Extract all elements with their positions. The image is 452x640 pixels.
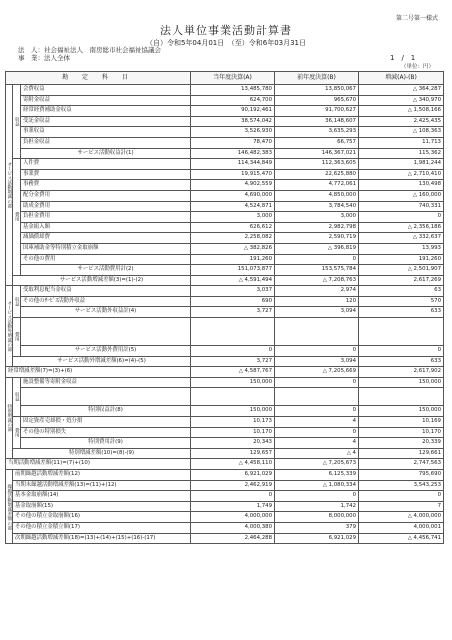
previous-value: 4: [275, 417, 359, 428]
diff-value: 0: [359, 491, 444, 502]
form-number: 第二号第一様式: [395, 15, 438, 22]
row-label: 当期活動増減差額(11)=(7)+(10): [6, 459, 191, 470]
diff-value: 129,661: [359, 448, 444, 459]
row-label: その他の積立金取崩額(16): [13, 512, 191, 523]
row-label: [21, 388, 191, 406]
diff-value: 150,000: [359, 377, 444, 388]
diff-value: [359, 318, 444, 346]
row-label: サービス活動外増減差額(6)=(4)-(5): [13, 356, 191, 367]
current-value: 4,000,380: [191, 522, 275, 533]
diff-value: 13,993: [359, 243, 444, 254]
current-value: 4,000,000: [191, 512, 275, 523]
previous-value: 2,590,719: [275, 233, 359, 244]
row-label: 配分金費用: [21, 190, 191, 201]
current-value: 3,000: [191, 212, 275, 223]
row-label: 寄附金収益: [21, 95, 191, 106]
current-value: 191,260: [191, 254, 275, 265]
current-value: 90,192,461: [191, 106, 275, 117]
table-row: [6, 522, 444, 533]
table-row: [6, 470, 444, 481]
diff-value: △ 4,000,000: [359, 512, 444, 523]
previous-value: 13,850,067: [275, 85, 359, 96]
table-row: [6, 318, 444, 346]
row-label: 負担金収益: [21, 137, 191, 148]
current-value: △ 382,826: [191, 243, 275, 254]
diff-value: 20,339: [359, 438, 444, 449]
diff-value: △ 4,456,741: [359, 533, 444, 544]
current-value: 3,526,930: [191, 127, 275, 138]
table-row: [6, 212, 444, 223]
previous-value: △ 7,205,673: [275, 459, 359, 470]
current-value: 151,073,877: [191, 265, 275, 276]
row-label: その他の費用: [21, 254, 191, 265]
total-row: [6, 275, 444, 286]
diff-value: 3,543,253: [359, 480, 444, 491]
header-subject: 勘 定 科 目: [6, 72, 191, 85]
previous-value: [275, 388, 359, 406]
previous-value: 3,094: [275, 307, 359, 318]
current-value: 3,727: [191, 307, 275, 318]
previous-value: [275, 318, 359, 346]
page-title: 法人単位事業活動計算書: [160, 24, 292, 37]
page-number: 1 / 1: [390, 54, 416, 62]
current-value: 78,470: [191, 137, 275, 148]
diff-value: 0: [359, 212, 444, 223]
diff-value: 11,713: [359, 137, 444, 148]
row-label: 国庫補助金等特別積立金取崩額: [21, 243, 191, 254]
previous-value: 3,000: [275, 212, 359, 223]
table-row: [6, 106, 444, 117]
table-row: [6, 427, 444, 438]
corporation-name: 法 人：社会福祉法人 南房総市社会福祉協議会: [18, 46, 161, 54]
table-row: [6, 137, 444, 148]
diff-value: 2,425,435: [359, 116, 444, 127]
current-value: [191, 318, 275, 346]
previous-value: 0: [275, 427, 359, 438]
diff-value: 633: [359, 356, 444, 367]
row-label: 特別費用計(9): [21, 438, 191, 449]
diff-value: △ 2,356,186: [359, 222, 444, 233]
header-previous: 前年度決算(B): [275, 72, 359, 85]
current-value: 4,524,871: [191, 201, 275, 212]
section-label: サービス活動増減の部: [6, 85, 13, 286]
previous-value: △ 396,819: [275, 243, 359, 254]
current-value: △ 4,458,110: [191, 459, 275, 470]
subsection-label: 費用: [13, 318, 21, 357]
diff-value: △ 340,970: [359, 95, 444, 106]
previous-value: 6,921,029: [275, 533, 359, 544]
row-label: サービス活動増減差額(3)=(1)-(2): [13, 275, 191, 286]
row-label: 減価償却費: [21, 233, 191, 244]
current-value: 626,612: [191, 222, 275, 233]
row-label: 施設整備等寄附金収益: [21, 377, 191, 388]
current-value: 10,173: [191, 417, 275, 428]
table-row: [6, 417, 444, 428]
subsection-label: 収益: [13, 377, 21, 416]
current-value: 690: [191, 296, 275, 307]
current-value: 3,037: [191, 286, 275, 297]
row-label: 基金取崩額(15): [13, 501, 191, 512]
previous-value: 3,784,540: [275, 201, 359, 212]
subtotal-row: [6, 346, 444, 357]
current-value: 3,727: [191, 356, 275, 367]
diff-value: △ 364,287: [359, 85, 444, 96]
current-value: 150,000: [191, 377, 275, 388]
header-current: 当年度決算(A): [191, 72, 275, 85]
subtotal-row: [6, 148, 444, 159]
previous-value: 0: [275, 406, 359, 417]
previous-value: 66,757: [275, 137, 359, 148]
section-label: 繰越活動増減差額の部: [6, 470, 13, 544]
current-value: 6,921,029: [191, 470, 275, 481]
previous-value: 965,670: [275, 95, 359, 106]
previous-value: 2,982,798: [275, 222, 359, 233]
previous-value: 36,148,607: [275, 116, 359, 127]
diff-value: 0: [359, 346, 444, 357]
total-row: [6, 367, 444, 378]
diff-value: 1,981,244: [359, 159, 444, 170]
diff-value: 10,169: [359, 417, 444, 428]
previous-value: 4: [275, 438, 359, 449]
diff-value: 633: [359, 307, 444, 318]
section-label: サービス活動外増減の部: [6, 286, 13, 367]
business-name: 事 業：法人全体: [18, 54, 70, 62]
row-label: サービス活動外費用計(5): [21, 346, 191, 357]
table-row: [6, 116, 444, 127]
table-row: [6, 180, 444, 191]
table-row: [6, 512, 444, 523]
table-row: [6, 388, 444, 406]
current-value: 114,344,849: [191, 159, 275, 170]
subtotal-row: [6, 265, 444, 276]
previous-value: △ 1,080,334: [275, 480, 359, 491]
previous-value: 1,742: [275, 501, 359, 512]
row-label: 特別収益計(8): [21, 406, 191, 417]
row-label: 経常増減差額(7)=(3)+(6): [6, 367, 191, 378]
table-row: [6, 169, 444, 180]
table-row: [6, 296, 444, 307]
diff-value: 150,000: [359, 406, 444, 417]
current-value: 150,000: [191, 406, 275, 417]
row-label: 基本金取崩額(14): [13, 491, 191, 502]
current-value: 20,343: [191, 438, 275, 449]
subsection-label: 費用: [13, 159, 21, 276]
diff-value: △ 108,363: [359, 127, 444, 138]
diff-value: 570: [359, 296, 444, 307]
table-row: [6, 222, 444, 233]
subsection-label: 収益: [13, 85, 21, 159]
current-value: 10,170: [191, 427, 275, 438]
current-value: 2,464,288: [191, 533, 275, 544]
diff-value: 10,170: [359, 427, 444, 438]
previous-value: 3,635,293: [275, 127, 359, 138]
row-label: 人件費: [21, 159, 191, 170]
total-row: [6, 459, 444, 470]
total-row: [6, 533, 444, 544]
previous-value: 120: [275, 296, 359, 307]
previous-value: △ 4: [275, 448, 359, 459]
previous-value: 153,575,784: [275, 265, 359, 276]
table-row: [6, 233, 444, 244]
table-row: [6, 501, 444, 512]
diff-value: △ 332,637: [359, 233, 444, 244]
period: （自）令和5年04月01日 （至）令和6年03月31日: [145, 39, 307, 47]
previous-value: 146,367,021: [275, 148, 359, 159]
current-value: 19,915,470: [191, 169, 275, 180]
diff-value: △ 160,000: [359, 190, 444, 201]
row-label: 経常経費補助金収益: [21, 106, 191, 117]
diff-value: 191,260: [359, 254, 444, 265]
diff-value: △ 2,501,907: [359, 265, 444, 276]
previous-value: 3,094: [275, 356, 359, 367]
row-label: 事業費: [21, 169, 191, 180]
diff-value: 130,498: [359, 180, 444, 191]
previous-value: △ 7,205,669: [275, 367, 359, 378]
current-value: 624,700: [191, 95, 275, 106]
previous-value: 379: [275, 522, 359, 533]
table-header-row: [6, 72, 444, 85]
table-row: [6, 95, 444, 106]
table-row: [6, 243, 444, 254]
row-label: 次期繰越活動増減差額(18)=(13)+(14)+(15)+(16)-(17): [13, 533, 191, 544]
table-row: [6, 201, 444, 212]
unit-label: （単位：円）: [400, 64, 434, 70]
table-row: [6, 127, 444, 138]
diff-value: 795,690: [359, 470, 444, 481]
table-row: [6, 85, 444, 96]
row-label: その他の特別損失: [21, 427, 191, 438]
section-label: 特別増減の部: [6, 377, 13, 459]
previous-value: 2,974: [275, 286, 359, 297]
row-label: 固定資産売却損・処分損: [21, 417, 191, 428]
diff-value: 740,331: [359, 201, 444, 212]
table-row: [6, 377, 444, 388]
previous-value: 91,700,627: [275, 106, 359, 117]
previous-value: 22,625,880: [275, 169, 359, 180]
current-value: 1,749: [191, 501, 275, 512]
row-label: [21, 318, 191, 346]
previous-value: 8,000,000: [275, 512, 359, 523]
row-label: サービス活動費用計(2): [21, 265, 191, 276]
previous-value: 112,363,605: [275, 159, 359, 170]
current-value: 0: [191, 491, 275, 502]
diff-value: 63: [359, 286, 444, 297]
diff-value: 2,747,563: [359, 459, 444, 470]
row-label: その他のｻｰﾋﾞｽ活動外収益: [21, 296, 191, 307]
current-value: 0: [191, 346, 275, 357]
total-row: [6, 356, 444, 367]
subtotal-row: [6, 307, 444, 318]
total-row: [6, 448, 444, 459]
previous-value: 4,850,000: [275, 190, 359, 201]
diff-value: 115,362: [359, 148, 444, 159]
table-row: [6, 159, 444, 170]
table-row: [6, 491, 444, 502]
row-label: 助成金費用: [21, 201, 191, 212]
row-label: 特別増減差額(10)=(8)-(9): [13, 448, 191, 459]
subtotal-row: [6, 406, 444, 417]
header-diff: 増減(A)-(B): [359, 72, 444, 85]
previous-value: 0: [275, 377, 359, 388]
previous-value: 0: [275, 346, 359, 357]
row-label: 前期繰越活動増減差額(12): [13, 470, 191, 481]
diff-value: 7: [359, 501, 444, 512]
previous-value: △ 7,208,763: [275, 275, 359, 286]
row-label: 事業収益: [21, 127, 191, 138]
table-row: [6, 286, 444, 297]
current-value: 129,657: [191, 448, 275, 459]
row-label: サービス活動外収益計(4): [21, 307, 191, 318]
previous-value: 6,125,339: [275, 470, 359, 481]
table-row: [6, 190, 444, 201]
current-value: [191, 388, 275, 406]
row-label: サービス活動収益計(1): [21, 148, 191, 159]
current-value: △ 4,587,767: [191, 367, 275, 378]
previous-value: 0: [275, 491, 359, 502]
diff-value: 2,617,902: [359, 367, 444, 378]
current-value: 13,485,780: [191, 85, 275, 96]
row-label: その他の積立金積立額(17): [13, 522, 191, 533]
row-label: 負担金費用: [21, 212, 191, 223]
row-label: 受託金収益: [21, 116, 191, 127]
row-label: 当期末繰越活動増減差額(13)=(11)+(12): [13, 480, 191, 491]
row-label: 受取利息配当金収益: [21, 286, 191, 297]
row-label: 基金組入額: [21, 222, 191, 233]
current-value: 38,574,042: [191, 116, 275, 127]
current-value: △ 4,591,494: [191, 275, 275, 286]
diff-value: 4,000,001: [359, 522, 444, 533]
subsection-label: 費用: [13, 417, 21, 449]
table-row: [6, 254, 444, 265]
diff-value: △ 1,508,166: [359, 106, 444, 117]
previous-value: 0: [275, 254, 359, 265]
current-value: 4,902,559: [191, 180, 275, 191]
previous-value: 4,772,061: [275, 180, 359, 191]
row-label: 会費収益: [21, 85, 191, 96]
diff-value: 2,617,269: [359, 275, 444, 286]
financial-statement-table: [5, 71, 444, 544]
current-value: 146,482,383: [191, 148, 275, 159]
subsection-label: 収益: [13, 286, 21, 318]
subtotal-row: [6, 438, 444, 449]
current-value: 2,462,919: [191, 480, 275, 491]
current-value: 4,690,000: [191, 190, 275, 201]
row-label: 事務費: [21, 180, 191, 191]
current-value: 2,258,082: [191, 233, 275, 244]
table-row: [6, 480, 444, 491]
diff-value: [359, 388, 444, 406]
diff-value: △ 2,710,410: [359, 169, 444, 180]
